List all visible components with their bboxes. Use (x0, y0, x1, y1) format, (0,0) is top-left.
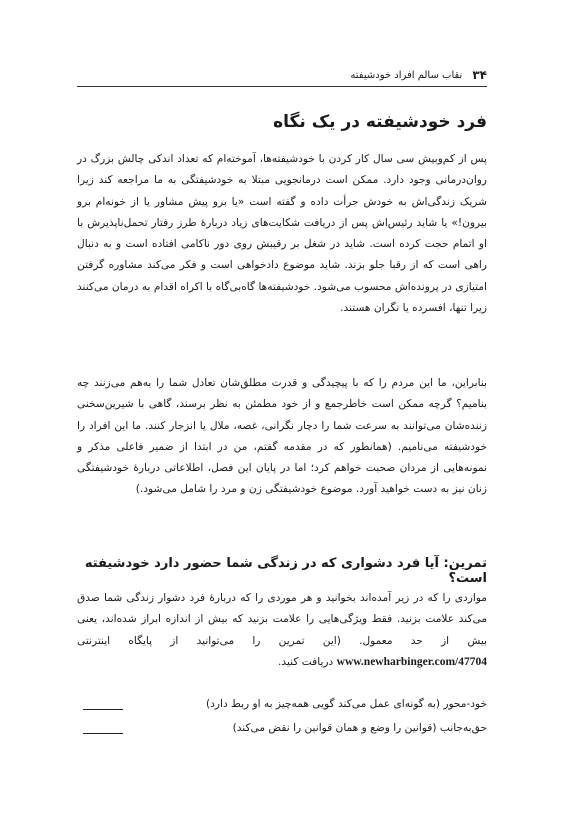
checklist (77, 686, 487, 734)
paragraph-1: پس از کم‌وبیش سی سال کار کردن با خودشیفته‌ها، آموخته‌ام که تعداد اندکی چالش بزرگ در روان‌درمانی وجود دارد. ممکن است درمانجویی مبتلا به خودشیفتگی به ما مراجعه کند زیرا شریک زندگی‌اش به خودش جرأت داده و گفته است «یا برو پیش مشاور یا از خونه‌ام برو بیرون!» یا شاید رئیس‌اش پس از دریافت شکایت‌های زیاد دربارهٔ طرز رفتار تحمل‌ناپذیرش با او اتمام حجت کرده است. شاید در شغل بر رقیبش روی دور ناکامی افتاده است و به دنبال راهی است که از رقبا جلو بزند. شاید موضوع دادخواهی است و فکر می‌کند مشاوره گرفتن امتیازی در پرونده‌اش محسوب می‌شود. خودشیفته‌ها گاه‌بی‌گاه با اکراه اقدام به درمان می‌کنند زیرا تنها، افسرده یا نگران هستند. (77, 153, 487, 315)
checklist-item-text: خود-محور (به گونه‌ای عمل می‌کند گویی همه‌چیز به او ربط دارد) (206, 698, 487, 710)
exercise-instructions (77, 588, 487, 673)
header-divider (77, 86, 487, 87)
checklist-blank[interactable] (83, 721, 123, 734)
checklist-blank[interactable] (83, 697, 123, 710)
running-title: نقاب سالم افراد خودشیفته (350, 69, 463, 81)
exercise-outro: دریافت کنید. (278, 655, 334, 668)
checklist-item-text: حق‌به‌جانب (قوانین را وضع و همان قوانین را نقض می‌کند) (232, 722, 487, 734)
section-title: فرد خودشیفته در یک نگاه (273, 112, 487, 132)
running-header (77, 66, 487, 84)
page-number: ۳۴ (472, 68, 487, 82)
checklist-item (77, 710, 487, 734)
exercise-title: تمرین: آیا فرد دشواری که در زندگی شما حضور دارد خودشیفته است؟ (84, 556, 487, 586)
paragraph-2: بنابراین، ما این مردم را که با پیچیدگی و قدرت مطلق‌شان تعادل شما را به‌هم می‌زنند چه بنامیم؟ گرچه ممکن است خاطرجمع و از خود مطمئن به نظر برسند، گاهی با شیرین‌سخنی زننده‌شان می‌توانند به سرعت شما را دچار نگرانی، غصه، ملال یا انزجار کنند. ما این افراد را خودشیفته می‌نامیم. (همانطور که در مقدمه گفتم، من در ابتدا از ضمیر فاعلی مذکر و نمونه‌هایی از مردان صحبت خواهم کرد؛ اما در پایان این فصل، اطلاعاتی دربارهٔ خودشیفتگی زنان نیز به دست خواهید آورد. موضوع خودشیفتگی زن و مرد را شامل می‌شود.) (77, 377, 487, 496)
exercise-url-link[interactable]: www.newharbinger.com/47704 (336, 655, 487, 668)
checklist-item (77, 686, 487, 710)
exercise-intro: مواردی را که در زیر آمده‌اند بخوانید و هر موردی را که دربارهٔ فرد دشوار زندگی شما صدق می‌کند علامت بزنید. فقط ویژگی‌هایی را علامت بزنید که بیش از اندازه ابراز شده‌اند، یعنی بیش از حد معمول. (این تمرین را می‌توانید از پایگاه اینترنتی (77, 592, 487, 647)
